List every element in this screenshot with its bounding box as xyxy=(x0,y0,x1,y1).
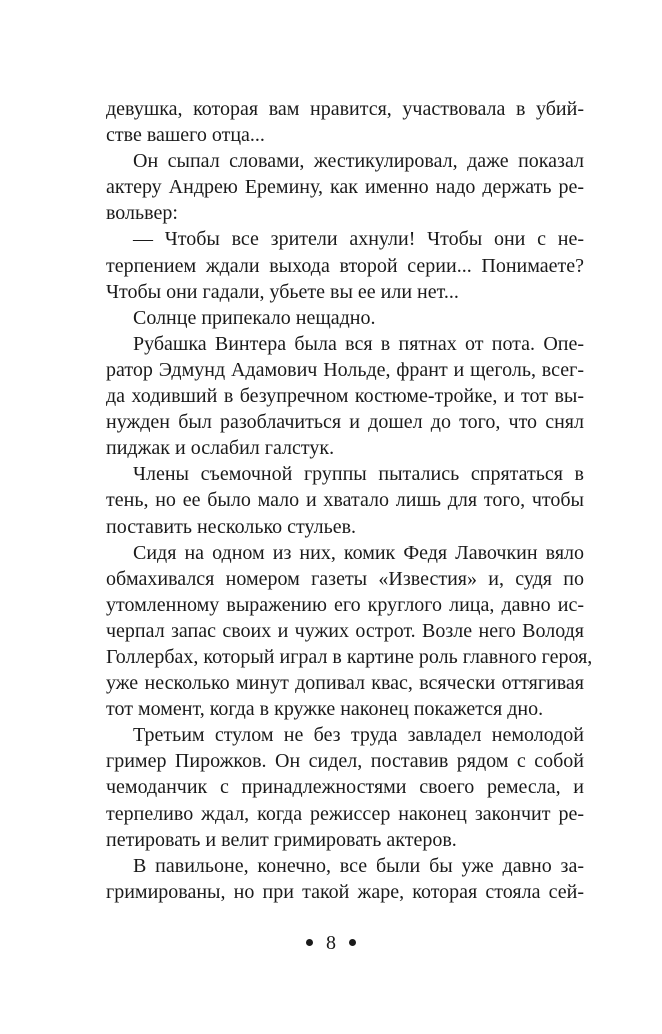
text-line: актеру Андрею Еремину, как именно надо держать ре- xyxy=(106,176,584,199)
text-line: тот момент, когда в кружке наконец покажется дно. xyxy=(106,698,544,721)
bullet-dot-icon xyxy=(306,939,313,946)
text-line: Сидя на одном из них, комик Федя Лавочкин вяло xyxy=(133,541,584,564)
text-line: тень, но ее было мало и хватало лишь для того, чтобы xyxy=(106,489,584,512)
text-line: ратор Эдмунд Адамович Нольде, франт и щеголь, всег- xyxy=(106,358,584,381)
text-line: В павильоне, конечно, все были бы уже давно за- xyxy=(133,854,584,877)
text-line: гримированы, но при такой жаре, которая стояла сей- xyxy=(106,880,584,903)
text-line: Рубашка Винтера была вся в пятнах от пота. Опе- xyxy=(133,332,584,355)
text-line: стве вашего отца... xyxy=(106,124,265,147)
text-line: утомленному выражению его круглого лица, давно ис- xyxy=(106,593,584,616)
text-line: чемоданчик с принадлежностями своего ремесла, и xyxy=(106,776,584,799)
text-line: терпением ждали выхода второй серии... Понимаете? xyxy=(106,254,584,277)
text-line: Он сыпал словами, жестикулировал, даже показал xyxy=(133,150,584,173)
text-line: терпеливо ждал, когда режиссер наконец закончит ре- xyxy=(106,802,584,825)
bullet-dot-icon xyxy=(349,939,356,946)
text-line: поставить несколько стульев. xyxy=(106,515,357,538)
text-line: вольвер: xyxy=(106,202,178,225)
page-number: 8 xyxy=(326,932,336,954)
page-number-footer xyxy=(0,930,662,956)
text-line: петировать и велит гримировать актеров. xyxy=(106,828,457,851)
text-line: — Чтобы все зрители ахнули! Чтобы они с не- xyxy=(133,228,584,251)
text-line: девушка, которая вам нравится, участвовала в убий- xyxy=(106,98,584,120)
text-line: Голлербах, который играл в картине роль главного героя, xyxy=(106,645,593,668)
page-text xyxy=(106,96,593,905)
text-line: уже несколько минут допивал квас, всячески оттягивая xyxy=(106,672,584,695)
text-line: черпал запас своих и чужих острот. Возле него Володя xyxy=(106,619,584,642)
text-line: Члены съемочной группы пытались спрятаться в xyxy=(133,463,584,486)
text-line: пиджак и ослабил галстук. xyxy=(106,437,335,460)
text-line: обмахивался номером газеты «Известия» и, судя по xyxy=(106,567,584,590)
text-line: да ходивший в безупречном костюме-тройке, и тот вы- xyxy=(106,385,584,408)
text-line: Чтобы они гадали, убьете вы ее или нет... xyxy=(106,280,459,303)
text-line: гример Пирожков. Он сидел, поставив рядом с собой xyxy=(106,750,584,773)
text-line: Солнце припекало нещадно. xyxy=(133,306,376,329)
text-line: Третьим стулом не без труда завладел немолодой xyxy=(133,724,584,747)
text-line: нужден был разоблачиться и дошел до того, что снял xyxy=(106,411,584,434)
